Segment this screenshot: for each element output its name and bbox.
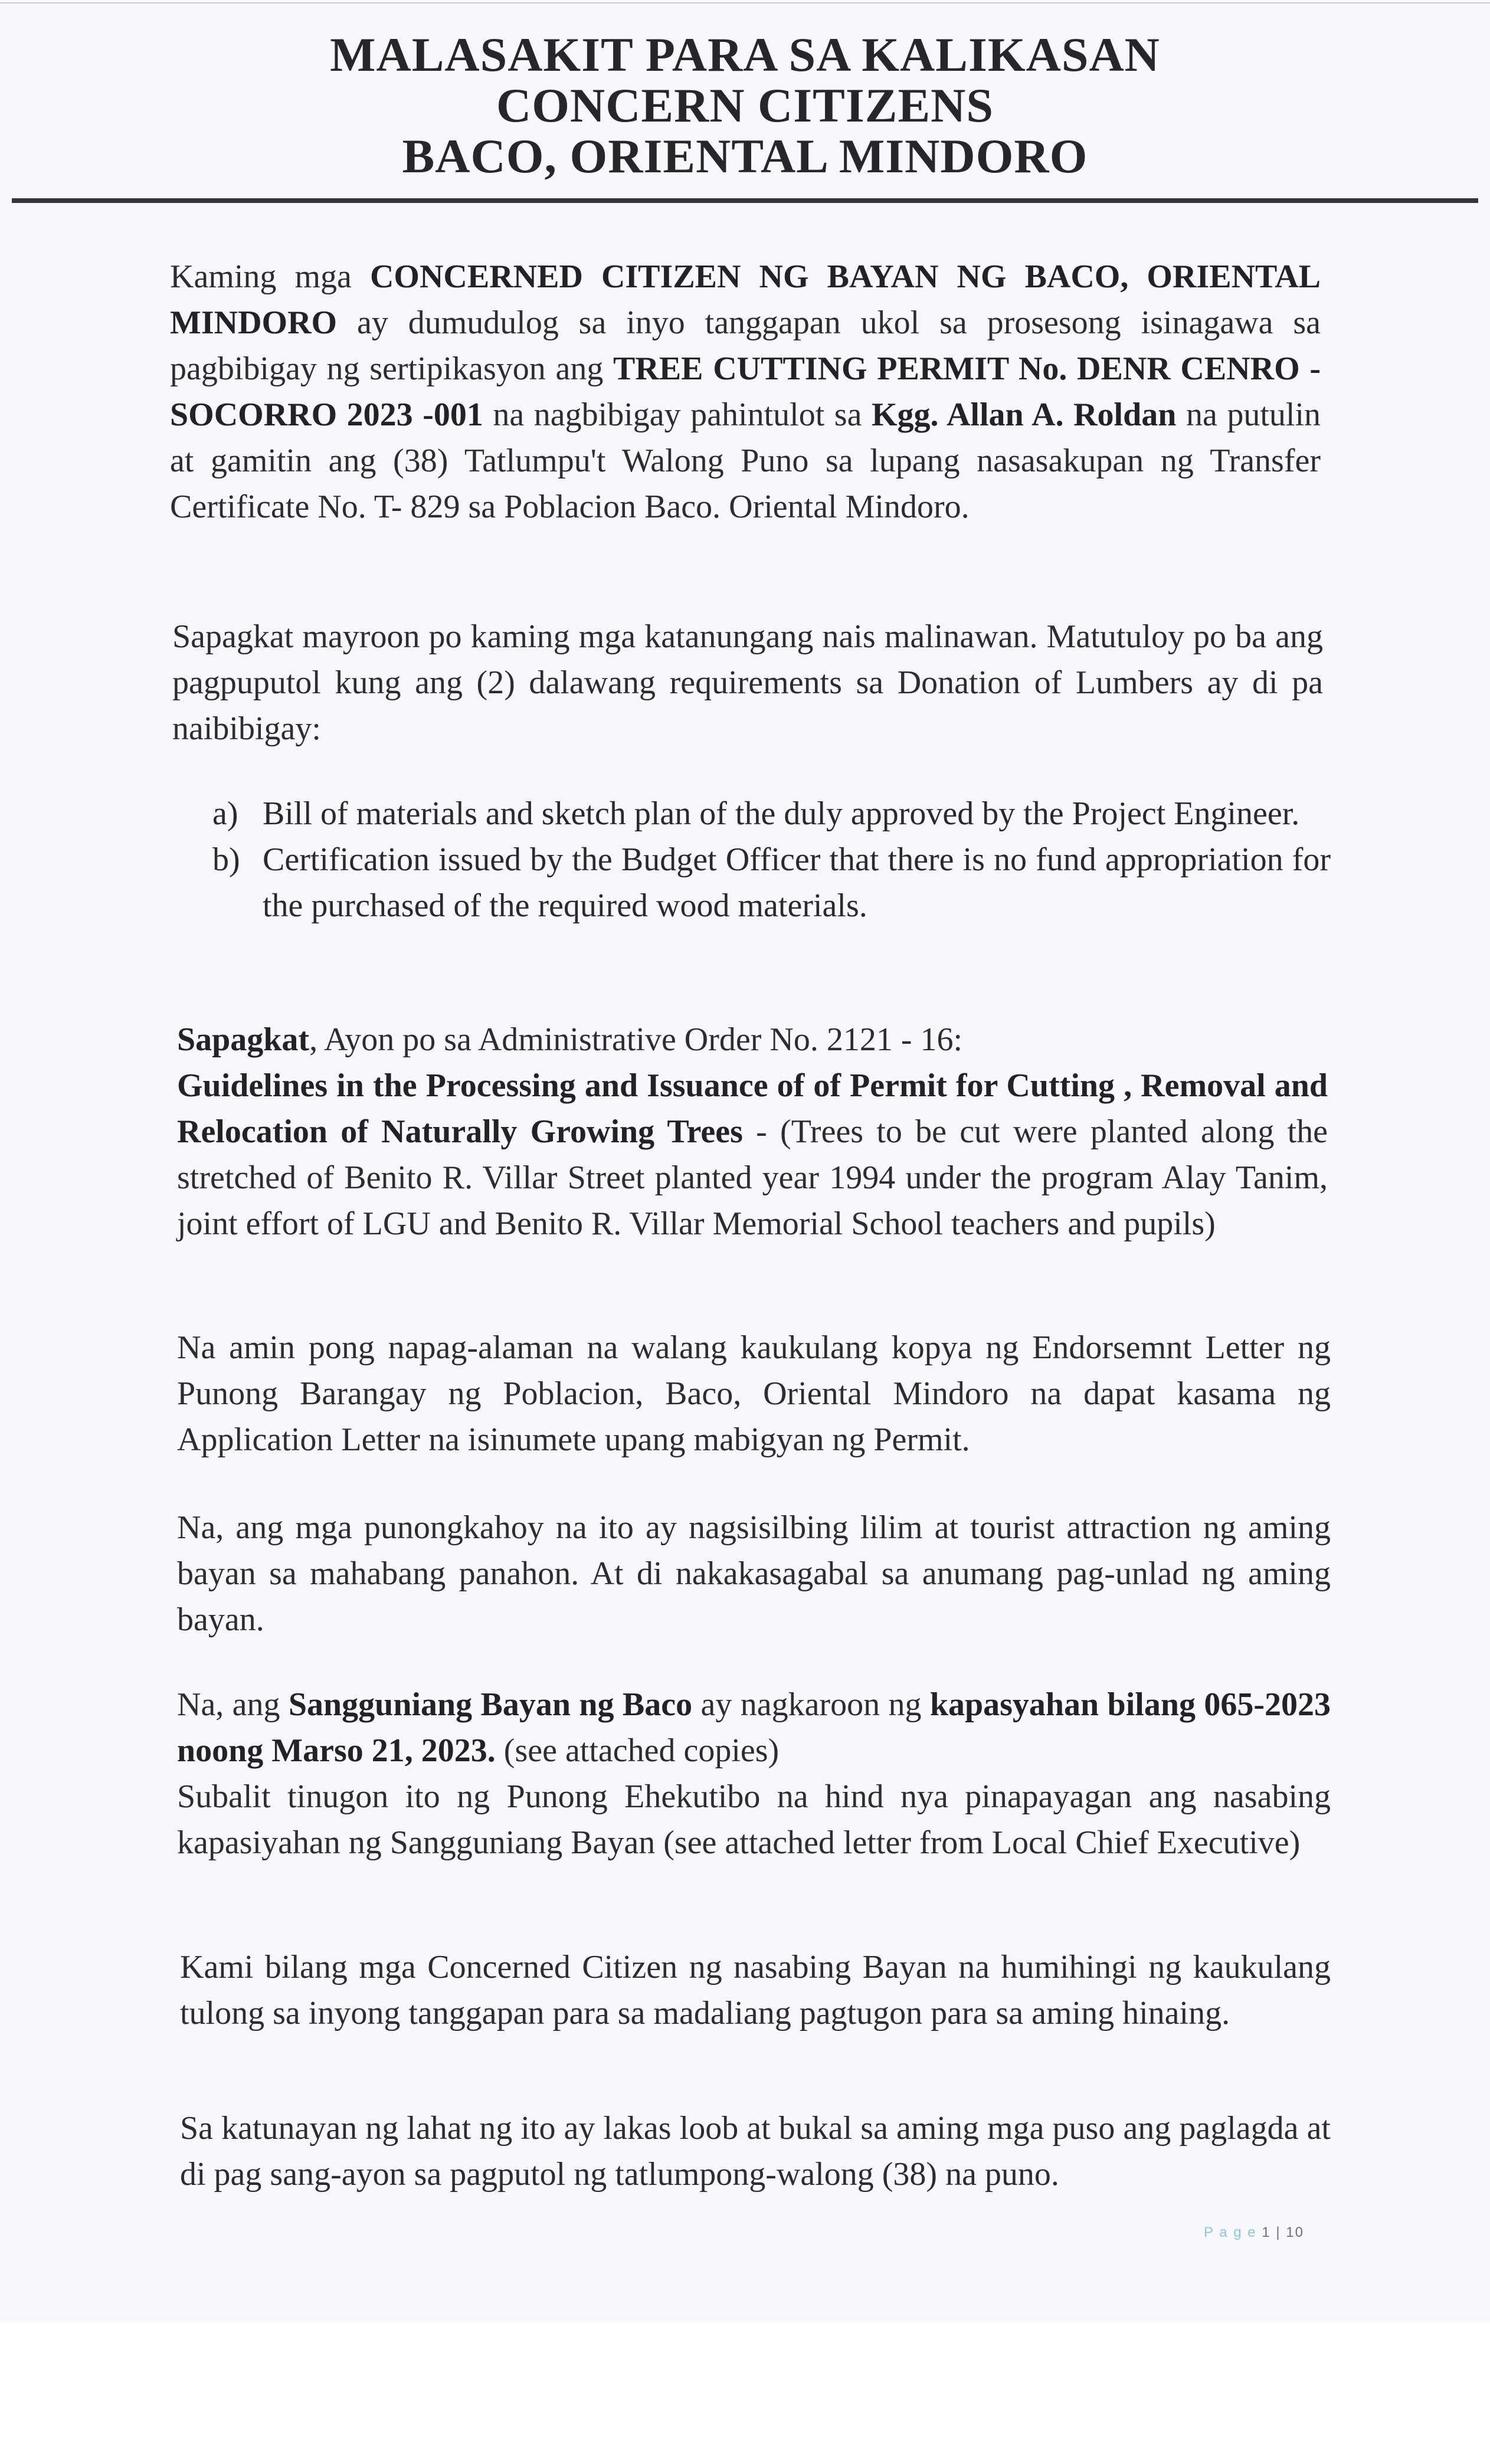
letterhead-title: MALASAKIT PARA SA KALIKASAN: [330, 28, 1160, 81]
page-label: P a g e: [1204, 2224, 1257, 2240]
paragraph-sanggunian: [177, 1682, 1331, 1866]
intro-text-4: na putulin at gamitin ang (38) Tatlumpu't Walong Puno sa lupang nasasakupan ng Transfer Certificate No. T- 829 sa Poblacion Baco. Oriental Mindoro.: [170, 397, 1321, 525]
paragraph-guidelines: [177, 1017, 1328, 1247]
requirement-text: Certification issued by the Budget Officer that there is no fund appropriation for the purchased of the required wood materials.: [263, 841, 1331, 924]
intro-bold-permit: TREE CUTTING PERMIT No. DENR CENRO - SOCORRO 2023 -001: [170, 350, 1321, 433]
intro-text-3: na nagbibigay pahintulot sa: [483, 397, 872, 433]
sanggunian-bold-name: Sangguniang Bayan ng Baco: [288, 1686, 693, 1723]
sanggunian-text-2: ay nagkaroon ng: [692, 1686, 930, 1723]
scan-edge-line: [0, 2, 1490, 4]
header-divider: [12, 198, 1478, 203]
requirements-list: [212, 791, 1331, 929]
requirement-item: [212, 791, 1331, 837]
sanggunian-text-1: Na, ang: [177, 1686, 289, 1723]
list-marker: a): [212, 795, 238, 832]
paragraph-trees: Na, ang mga punongkahoy na ito ay nagsisilbing lilim at tourist attraction ng aming bayan sa mahabang panahon. At di nakakasagabal sa anumang pag-unlad ng aming bayan.: [177, 1509, 1331, 1638]
paragraph-intro: [170, 254, 1321, 530]
page-number: [1204, 2224, 1304, 2241]
list-marker: b): [212, 841, 240, 878]
intro-bold-name: Kgg. Allan A. Roldan: [871, 397, 1177, 433]
sanggunian-bold-resolution: kapasyahan bilang 065-2023 noong Marso 21, 2023.: [177, 1686, 1331, 1769]
paragraph-questions: Sapagkat mayroon po kaming mga katanungang nais malinawan. Matutuloy po ba ang pagpuputol kung ang (2) dalawang requirements sa Donation of Lumbers ay di pa naibibigay:: [172, 618, 1323, 747]
sanggunian-text-4: Subalit tinugon ito ng Punong Ehekutibo na hind nya pinapayagan ang nasabing kapasiyahan ng Sangguniang Bayan (see attached letter from Local Chief Executive): [177, 1778, 1331, 1861]
letterhead-subtitle: CONCERN CITIZENS: [496, 78, 994, 132]
page-count: 1 | 10: [1262, 2224, 1304, 2240]
intro-text-1: Kaming mga: [170, 258, 370, 295]
sanggunian-text-3: (see attached copies): [495, 1732, 780, 1769]
guidelines-bold-sapagkat: Sapagkat: [177, 1021, 310, 1058]
letterhead-location: BACO, ORIENTAL MINDORO: [402, 129, 1088, 183]
guidelines-bold-title: Guidelines in the Processing and Issuance of of Permit for Cutting , Removal and Relocation of Naturally Growing Trees: [177, 1067, 1328, 1150]
guidelines-text-2: - (Trees to be cut were planted along the stretched of Benito R. Villar Street planted year 1994 under the program Alay Tanim, joint effort of LGU and Benito R. Villar Memorial School teachers and pupils): [177, 1113, 1328, 1242]
guidelines-text-1: , Ayon po sa Administrative Order No. 2121 - 16:: [309, 1021, 963, 1058]
requirement-text: Bill of materials and sketch plan of the duly approved by the Project Engineer.: [263, 795, 1300, 832]
paragraph-request: Kami bilang mga Concerned Citizen ng nasabing Bayan na humihingi ng kaukulang tulong sa inyong tanggapan para sa madaliang pagtugon para sa aming hinaing.: [180, 1949, 1331, 2032]
letterhead: [0, 30, 1490, 182]
paragraph-closing: Sa katunayan ng lahat ng ito ay lakas loob at bukal sa aming mga puso ang paglagda at di pag sang-ayon sa pagputol ng tatlumpong-walong (38) na puno.: [180, 2110, 1331, 2193]
intro-bold-citizens: CONCERNED CITIZEN NG BAYAN NG BACO, ORIENTAL MINDORO: [170, 258, 1321, 341]
requirement-item: [212, 837, 1331, 929]
intro-text-2: ay dumudulog sa inyo tanggapan ukol sa prosesong isinagawa sa pagbibigay ng sertipikasyon ang: [170, 304, 1321, 387]
paragraph-endorsement: Na amin pong napag-alaman na walang kaukulang kopya ng Endorsemnt Letter ng Punong Barangay ng Poblacion, Baco, Oriental Mindoro na dapat kasama ng Application Letter na isinumete upang mabigyan ng Permit.: [177, 1329, 1331, 1458]
